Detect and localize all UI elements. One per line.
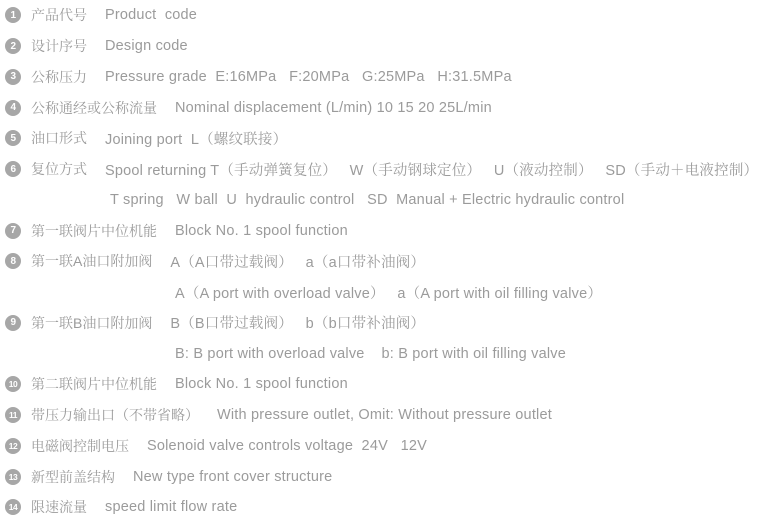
item-label-zh: 产品代号 [31, 7, 87, 24]
item-number-badge: 7 [5, 223, 21, 239]
item-number-badge: 2 [5, 38, 21, 54]
item-text-en: New type front cover structure [133, 468, 333, 485]
item-text-en: Block No. 1 spool function [175, 222, 348, 239]
list-item-4 [5, 92, 765, 123]
list-item-5 [5, 123, 765, 154]
list-item-14 [5, 492, 765, 523]
item-text-en: With pressure outlet, Omit: Without pressure outlet [217, 407, 552, 424]
item-label-zh: 新型前盖结构 [31, 468, 115, 485]
item-label-zh: 设计序号 [31, 38, 87, 55]
item-label-zh: 电磁阀控制电压 [31, 437, 129, 454]
list-item-7 [5, 215, 765, 246]
item-label-zh: 第一联B油口附加阀 [31, 314, 153, 331]
item-text-en: Solenoid valve controls voltage 24V 12V [147, 437, 428, 454]
item-label-zh: 带压力输出口（不带省略） [31, 407, 199, 424]
item-label-zh: 公称通经或公称流量 [31, 99, 157, 116]
item-text-en: B（B口带过载阀） b（b口带补油阀） [170, 316, 426, 333]
item-label-zh: 第二联阀片中位机能 [31, 376, 157, 393]
item-number-badge: 6 [5, 161, 21, 177]
continuation-line-spool-returning [5, 185, 765, 216]
list-item-9 [5, 308, 765, 339]
list-item-6 [5, 154, 765, 185]
item-number-badge: 12 [5, 438, 21, 454]
list-item-12 [5, 431, 765, 462]
item-number-badge: 5 [5, 130, 21, 146]
item-number-badge: 9 [5, 315, 21, 331]
item-label-zh: 第一联A油口附加阀 [31, 253, 153, 270]
list-item-3 [5, 62, 765, 93]
item-text-en: Spool returning T（手动弹簧复位） W（手动钢球定位） U（液动控制） SD（手动＋电液控制） [105, 162, 759, 179]
item-label-zh: 油口形式 [31, 130, 87, 147]
item-number-badge: 1 [5, 7, 21, 23]
item-label-zh: 限速流量 [31, 499, 87, 516]
item-number-badge: 3 [5, 69, 21, 85]
item-number-badge: 13 [5, 469, 21, 485]
list-item-8 [5, 246, 765, 277]
item-number-badge: 11 [5, 407, 21, 423]
list-item-11 [5, 400, 765, 431]
item-label-zh: 复位方式 [31, 161, 87, 178]
item-text-en: Nominal displacement (L/min) 10 15 20 25L/min [175, 99, 492, 116]
item-text-en: Block No. 1 spool function [175, 376, 348, 393]
item-text-en: speed limit flow rate [105, 499, 238, 516]
continuation-text: A（A port with overload valve） a（A port with oil filling valve） [175, 285, 603, 302]
item-text-en: Design code [105, 38, 188, 55]
continuation-line-b-port [5, 338, 765, 369]
item-number-badge: 8 [5, 253, 21, 269]
item-number-badge: 14 [5, 499, 21, 515]
item-number-badge: 10 [5, 376, 21, 392]
list-item-2 [5, 31, 765, 62]
item-text-en: A（A口带过载阀） a（a口带补油阀） [170, 254, 426, 271]
list-item-1 [5, 0, 765, 31]
continuation-line-a-port [5, 277, 765, 308]
item-text-en: Pressure grade E:16MPa F:20MPa G:25MPa H:31.5MPa [105, 68, 512, 85]
item-text-en: Joining port L（螺纹联接） [105, 131, 288, 148]
continuation-text: T spring W ball U hydraulic control SD Manual + Electric hydraulic control [110, 191, 625, 208]
item-text-en: Product code [105, 7, 198, 24]
list-item-10 [5, 369, 765, 400]
continuation-text: B: B port with overload valve b: B port with oil filling valve [175, 345, 566, 362]
list-item-13 [5, 461, 765, 492]
item-label-zh: 公称压力 [31, 68, 87, 85]
item-label-zh: 第一联阀片中位机能 [31, 222, 157, 239]
item-number-badge: 4 [5, 100, 21, 116]
